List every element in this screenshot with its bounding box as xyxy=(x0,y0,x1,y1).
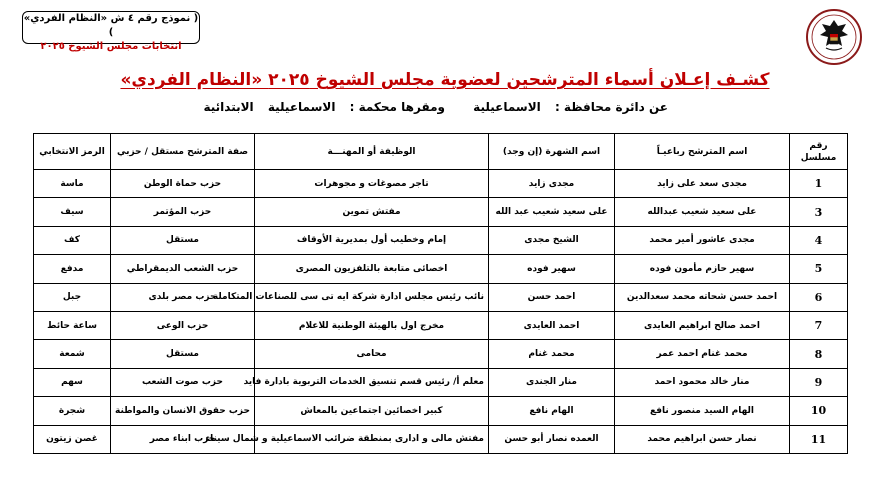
district-info xyxy=(193,100,668,114)
cell-job: تاجر مصوغات و مجوهرات xyxy=(255,170,489,198)
header-nickname: اسم الشهرة (إن وجد) xyxy=(489,134,615,170)
cell-status: حزب صوت الشعب xyxy=(111,368,255,396)
cell-name: محمد غنام احمد عمر xyxy=(615,340,790,368)
cell-status: حزب حقوق الانسان والمواطنة xyxy=(111,397,255,425)
form-number-line: ( نموذج رقم ٤ ش «النظام الفردي» ) xyxy=(23,13,199,38)
cell-serial: 8 xyxy=(790,340,848,368)
cell-symbol: ماسة xyxy=(34,170,111,198)
table-header-row xyxy=(34,134,848,170)
cell-symbol: سيف xyxy=(34,198,111,226)
table-row xyxy=(34,311,848,339)
cell-name: منار خالد محمود احمد xyxy=(615,368,790,396)
cell-job: مخرج اول بالهيئة الوطنية للاعلام xyxy=(255,311,489,339)
table-row xyxy=(34,226,848,254)
governorate-label: عن دائرة محافظة : xyxy=(554,100,668,114)
cell-job: إمام وخطيب أول بمديرية الأوقاف xyxy=(255,226,489,254)
header-job: الوظيفة أو المهنـــة xyxy=(255,134,489,170)
cell-job: نائب رئيس مجلس ادارة شركة ايه تى سى للصناعات المتكاملة xyxy=(255,283,489,311)
cell-serial: 11 xyxy=(790,425,848,453)
table-row xyxy=(34,283,848,311)
cell-symbol: شجرة xyxy=(34,397,111,425)
cell-status: مستقل xyxy=(111,226,255,254)
cell-name: سهير حازم مأمون فوده xyxy=(615,255,790,283)
cell-status: حزب حماة الوطن xyxy=(111,170,255,198)
cell-nickname: الهام نافع xyxy=(489,397,615,425)
cell-job: مفتش مالى و ادارى بمنطقة ضرائب الاسماعيلية و شمال سيناء xyxy=(255,425,489,453)
cell-serial: 9 xyxy=(790,368,848,396)
court-label: ومقرها محكمة : xyxy=(349,100,445,114)
cell-name: مجدى عاشور أمير محمد xyxy=(615,226,790,254)
cell-name: احمد حسن شحاته محمد سعدالدين xyxy=(615,283,790,311)
cell-nickname: سهير فوده xyxy=(489,255,615,283)
cell-symbol: سهم xyxy=(34,368,111,396)
cell-status: حزب الوعى xyxy=(111,311,255,339)
cell-serial: 6 xyxy=(790,283,848,311)
cell-serial: 7 xyxy=(790,311,848,339)
table-row xyxy=(34,397,848,425)
header-symbol: الرمز الانتخابي xyxy=(34,134,111,170)
cell-nickname: العمده نصار أبو حسن xyxy=(489,425,615,453)
cell-nickname: احمد العايدى xyxy=(489,311,615,339)
cell-job: كبير اخصائين اجتماعين بالمعاش xyxy=(255,397,489,425)
table-row xyxy=(34,170,848,198)
cell-serial: 10 xyxy=(790,397,848,425)
cell-serial: 5 xyxy=(790,255,848,283)
header-name: اسم المترشح رباعيـاً xyxy=(615,134,790,170)
cell-name: احمد صالح ابراهيم العايدى xyxy=(615,311,790,339)
candidates-table-wrapper xyxy=(33,133,847,454)
cell-status: حزب مصر بلدى xyxy=(111,283,255,311)
cell-status: مستقل xyxy=(111,340,255,368)
court-type-value: الابتدائية xyxy=(203,100,254,114)
cell-symbol: جبل xyxy=(34,283,111,311)
cell-job: معلم أ/ رئيس قسم تنسيق الخدمات التربوية بادارة فايد xyxy=(255,368,489,396)
cell-nickname: محمد غنام xyxy=(489,340,615,368)
cell-nickname: منار الجندى xyxy=(489,368,615,396)
cell-symbol: ساعة حائط xyxy=(34,311,111,339)
cell-status: حزب الشعب الديمقراطي xyxy=(111,255,255,283)
cell-nickname: الشيخ مجدى xyxy=(489,226,615,254)
header-status: صفة المترشح مستقل / حزبي xyxy=(111,134,255,170)
cell-symbol: شمعة xyxy=(34,340,111,368)
table-row xyxy=(34,198,848,226)
cell-job: مفتش تموين xyxy=(255,198,489,226)
header-serial: رقم مسلسل xyxy=(790,134,848,170)
cell-job: محامى xyxy=(255,340,489,368)
election-name-line: انتخابات مجلس الشيوخ ٢٠٢٥ xyxy=(40,41,182,52)
cell-name: الهام السيد منصور نافع xyxy=(615,397,790,425)
cell-nickname: مجدى زايد xyxy=(489,170,615,198)
cell-symbol: غصن زيتون xyxy=(34,425,111,453)
cell-nickname: على سعيد شعيب عبد الله xyxy=(489,198,615,226)
table-row xyxy=(34,340,848,368)
cell-name: على سعيد شعيب عبدالله xyxy=(615,198,790,226)
cell-nickname: احمد حسن xyxy=(489,283,615,311)
cell-status: حزب ابناء مصر xyxy=(111,425,255,453)
table-row xyxy=(34,255,848,283)
table-row xyxy=(34,368,848,396)
cell-symbol: مدفع xyxy=(34,255,111,283)
court-value: الاسماعيلية xyxy=(267,100,336,114)
candidates-table xyxy=(33,133,848,454)
cell-serial: 4 xyxy=(790,226,848,254)
governorate-value: الاسماعيلية xyxy=(473,100,541,114)
cell-serial: 1 xyxy=(790,170,848,198)
cell-name: نصار حسن ابراهيم محمد xyxy=(615,425,790,453)
cell-name: مجدى سعد على زايد xyxy=(615,170,790,198)
table-row xyxy=(34,425,848,453)
cell-serial: 3 xyxy=(790,198,848,226)
page-title: كشـف إعـلان أسماء المترشحين لعضوية مجلس الشيوخ ٢٠٢٥ «النظام الفردي» xyxy=(120,70,770,90)
cell-symbol: كف xyxy=(34,226,111,254)
cell-job: اخصائى متابعة بالتلفزيون المصرى xyxy=(255,255,489,283)
cell-status: حزب المؤتمر xyxy=(111,198,255,226)
egypt-eagle-emblem-icon xyxy=(804,8,864,70)
form-number-box xyxy=(22,11,200,52)
